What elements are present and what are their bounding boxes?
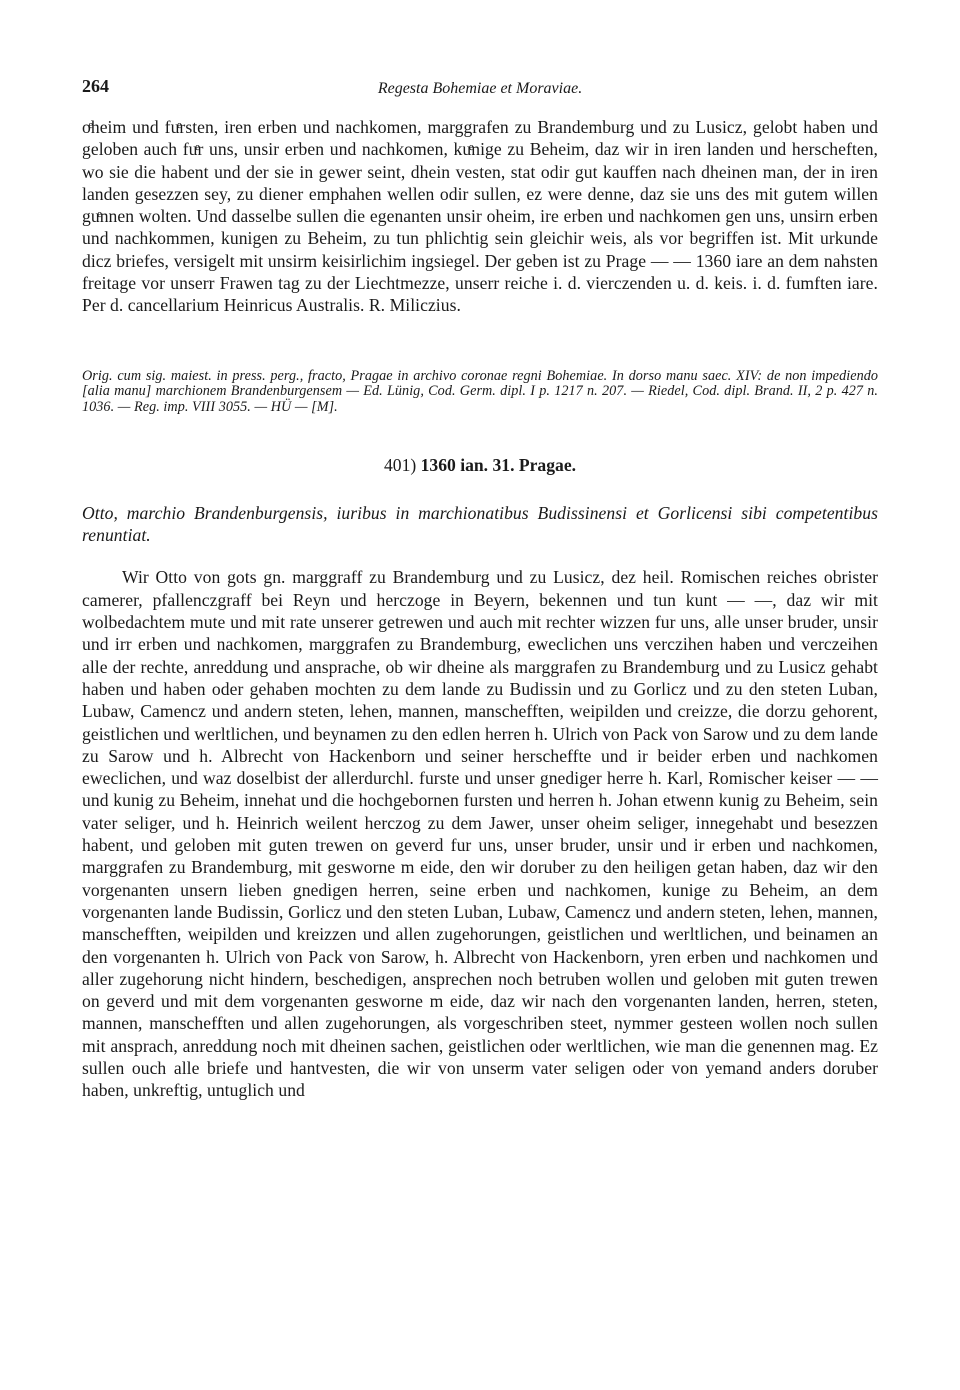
page-number: 264 [82,76,109,96]
document-heading [82,455,878,476]
document-page [82,72,878,1102]
document-number: 401) [383,455,417,476]
source-note: Orig. cum sig. maiest. in press. perg., fracto, Pragae in archivo coronae regni Bohemiae. In dorso manu saec. XIV: de non impediendo [alia manu] marchionem Brandenburgensem — Ed. Lünig, Cod. Germ. dipl. I p. 1217 n. 207. — Riedel, Cod. dipl. Brand. II, 2 p. 427 n. 1036. — Reg. imp. VIII 3055. — HÜ — [M]. [82,367,878,415]
document-regest: Otto, marchio Brandenburgensis, iuribus in marchionatibus Budissinensi et Gorlicensi sibi competentibus renuntiat. [82,503,878,545]
document-date: 1360 ian. 31. Pragae. [420,455,577,476]
document-text: Wir Otto von gots gn. marggraff zu Brandemburg und zu Lusicz, dez heil. Romischen reiches obrister camerer, pfallenczgraff bei Reyn und herczoge in Beyern, bekennen und tun kunt — —, daz wir mit wolbedachtem mute und mit rate unserer getrewen und auch mit rechter wizzen fur uns, alle unser bruder, unsir und irr erben und nachkomen, marggrafen zu Brandemburg, eweclichen uns verczihen haben und verczeihen alle der rechte, anreddung und ansprache, ob wir dheine als marggrafen zu Brandemburg und zu Lusicz gehabt haben und haben oder gehaben mochten zu dem lande zu Budissin und zu Gorlicz und zu den steten Luban, Lubaw, Camencz und andern steten, lehen, mannen, manschefften, weipilden und creizze, die dorzu gehorent, geistlichen und werltlichen, und beynamen zu den edlen herren h. Ulrich von Pack von Sarow und zu dem lande zu Sarow und h. Albrecht von Hackenborn und seiner herscheffte und ir beider erben und nachkomen eweclichen, und waz doselbist der allerdurchl. furste und unser gnediger herre h. Karl, Romischer keiser — — und kunig zu Beheim, innehat und die hochgebornen fursten und herren h. Johan etwenn kunig zu Beheim, sein vater seliger, und h. Heinrich weilent herczog zu dem Jawer, unser oheim seliger, innegehabt und besezzen habent, und geloben mit guten trewen on geverd fur uns, unser bruder, unsir und ir erben und nachkomen, marggrafen zu Brandemburg, mit gesworne m eide, den wir doruber zu den heiligen getan haben, daz wir den vorgenanten unsern lieben gnedigen herren, seine erben und nachkomen, kunige zu Beheim, an dem vorgenanten lande Budissin, Gorlicz und den steten Luban, Lubaw, Camencz und andern steten, lehen, mannen, manschefften, weipilden und kreizzen und allen zugehorungen, geistlichen und werltlichen, und beinamen an den vorgenanten h. Ulrich von Pack von Sarow, h. Albrecht von Hackenborn, yren erben und nachkomen und aller zugehorung nicht hindern, beschedigen, ansprechen noch betruben wollen und geloben mit guten trewen on geverd und mit dem vorgenanten gesworne m eide, daz wir nach den vorgenanten landen, herren, steten, mannen, manschefften und allen zugehorungen, als vorgeschriben steet, nymmer gesteen wollen noch sullen mit ansprach, anreddung noch mit dheinen sachen, geistlichen oder werltlichen, wie man die genennen mag. Ez sullen ouch alle briefe und hantvesten, die wir von unserm vater seligen oder von yemand anders doruber haben, unkreftig, untuglich und [82,567,878,1101]
page-header [82,72,878,104]
running-title: Regesta Bohemiae et Moraviae. [377,80,583,97]
continuation-paragraph: oͤheim und fuͤrsten, iren erben und nachkomen, marggrafen zu Brandemburg und zu Lusicz, gelobt haben und geloben auch fuͤr uns, unsir erben und nachkomen, kuͤnige zu Beheim, daz wir in iren landen und herscheften, wo sie die habent und der sie in gewer seint, dhein vesten, stat odir gut kauffen nach dheinen man, der in iren landen gesezzen sey, zu diener emphahen wellen odir sullen, ez were denne, daz sie uns des mit gutem willen guͤnnen wolten. Und dasselbe sullen die egenanten unsir oheim, ire erben und nachkomen gen uns, unsirn erben und nachkommen, kunigen zu Beheim, zu tun phlichtig sein gleichir weis, als vor begriffen ist. Mit urkunde dicz briefes, versigelt mit unsirm keisirlichim ingsiegel. Der geben ist zu Prage — — 1360 iare an dem nahsten freitage vor unserr Frawen tag zu der Liechtmezze, unserr reiche i. d. vierczenden u. d. keis. i. d. fumften iare. Per d. cancellarium Heinricus Australis. R. Miliczius. [82,117,878,316]
